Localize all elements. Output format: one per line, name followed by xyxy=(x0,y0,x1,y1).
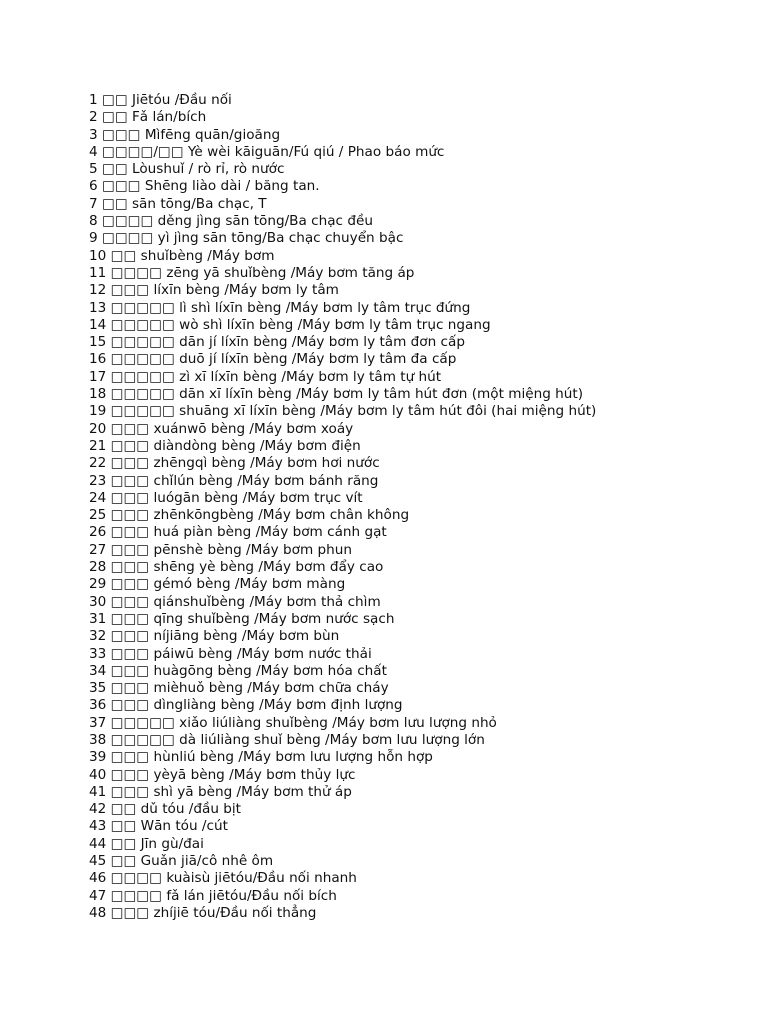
list-item: 42 □□ dǔ tóu /đầu bịt xyxy=(89,801,241,818)
list-item: 9 □□□□ yì jìng sān tōng/Ba chạc chuyển bậc xyxy=(89,230,404,247)
list-item: 31 □□□ qīng shuǐbèng /Máy bơm nước sạch xyxy=(89,610,395,627)
list-item: 28 □□□ shēng yè bèng /Máy bơm đẩy cao xyxy=(89,559,384,576)
list-item: 46 □□□□ kuàisù jiētóu/Đầu nối nhanh xyxy=(89,870,357,887)
list-item: 21 □□□ diàndòng bèng /Máy bơm điện xyxy=(89,437,361,454)
list-item: 33 □□□ páiwū bèng /Máy bơm nước thải xyxy=(89,645,372,662)
list-item: 37 □□□□□ xiǎo liúliàng shuǐbèng /Máy bơm lưu lượng nhỏ xyxy=(89,714,497,731)
list-item: 24 □□□ luógān bèng /Máy bơm trục vít xyxy=(89,489,363,506)
list-item: 29 □□□ gémó bèng /Máy bơm màng xyxy=(89,576,346,593)
list-item: 48 □□□ zhíjiē tóu/Đầu nối thẳng xyxy=(89,904,317,921)
list-item: 34 □□□ huàgōng bèng /Máy bơm hóa chất xyxy=(89,662,387,679)
list-item: 19 □□□□□ shuāng xī líxīn bèng /Máy bơm ly tâm hút đôi (hai miệng hút) xyxy=(89,403,597,420)
list-item: 41 □□□ shì yā bèng /Máy bơm thử áp xyxy=(89,783,352,800)
list-item: 6 □□□ Shēng liào dài / băng tan. xyxy=(89,178,320,195)
list-item: 25 □□□ zhēnkōngbèng /Máy bơm chân không xyxy=(89,507,410,524)
list-item: 30 □□□ qiánshuǐbèng /Máy bơm thả chìm xyxy=(89,593,381,610)
list-item: 12 □□□ líxīn bèng /Máy bơm ly tâm xyxy=(89,282,339,299)
list-item: 11 □□□□ zēng yā shuǐbèng /Máy bơm tăng áp xyxy=(89,264,415,281)
list-item: 39 □□□ hùnliú bèng /Máy bơm lưu lượng hỗn hợp xyxy=(89,749,433,766)
list-item: 7 □□ sān tōng/Ba chạc, T xyxy=(89,195,267,212)
list-item: 38 □□□□□ dà liúliàng shuǐ bèng /Máy bơm lưu lượng lớn xyxy=(89,731,485,748)
list-item: 10 □□ shuǐbèng /Máy bơm xyxy=(89,247,275,264)
list-item: 45 □□ Guǎn jiā/cô nhê ôm xyxy=(89,853,274,870)
list-item: 26 □□□ huá piàn bèng /Máy bơm cánh gạt xyxy=(89,524,387,541)
list-item: 15 □□□□□ dān jí líxīn bèng /Máy bơm ly tâm đơn cấp xyxy=(89,334,465,351)
list-item: 5 □□ Lòushuǐ / rò rỉ, rò nước xyxy=(89,161,285,178)
term-list xyxy=(89,92,596,922)
list-item: 32 □□□ níjiāng bèng /Máy bơm bùn xyxy=(89,628,340,645)
list-item: 17 □□□□□ zì xī líxīn bèng /Máy bơm ly tâm tự hút xyxy=(89,368,442,385)
list-item: 36 □□□ dìngliàng bèng /Máy bơm định lượng xyxy=(89,697,403,714)
list-item: 23 □□□ chǐlún bèng /Máy bơm bánh răng xyxy=(89,472,379,489)
list-item: 22 □□□ zhēngqì bèng /Máy bơm hơi nước xyxy=(89,455,380,472)
list-item: 18 □□□□□ dān xī líxīn bèng /Máy bơm ly tâm hút đơn (một miệng hút) xyxy=(89,386,584,403)
list-item: 44 □□ Jīn gù/đai xyxy=(89,835,204,852)
list-item: 43 □□ Wān tóu /cút xyxy=(89,818,228,835)
list-item: 40 □□□ yèyā bèng /Máy bơm thủy lực xyxy=(89,766,356,783)
list-item: 27 □□□ pēnshè bèng /Máy bơm phun xyxy=(89,541,353,558)
list-item: 35 □□□ mièhuǒ bèng /Máy bơm chữa cháy xyxy=(89,680,389,697)
list-item: 4 □□□□/□□ Yè wèi kāiguān/Fú qiú / Phao báo mức xyxy=(89,143,445,160)
list-item: 2 □□ Fǎ lán/bích xyxy=(89,109,207,126)
list-item: 14 □□□□□ wò shì líxīn bèng /Máy bơm ly tâm trục ngang xyxy=(89,316,491,333)
list-item: 1 □□ Jiētóu /Đầu nối xyxy=(89,92,232,108)
list-item: 8 □□□□ děng jìng sān tōng/Ba chạc đều xyxy=(89,213,373,230)
list-item: 3 □□□ Mìfēng quān/gioăng xyxy=(89,126,281,143)
list-item: 16 □□□□□ duō jí líxīn bèng /Máy bơm ly tâm đa cấp xyxy=(89,351,457,368)
list-item: 47 □□□□ fǎ lán jiētóu/Đầu nối bích xyxy=(89,887,337,904)
list-item: 13 □□□□□ lì shì líxīn bèng /Máy bơm ly tâm trục đứng xyxy=(89,299,471,316)
list-item: 20 □□□ xuánwō bèng /Máy bơm xoáy xyxy=(89,420,354,437)
